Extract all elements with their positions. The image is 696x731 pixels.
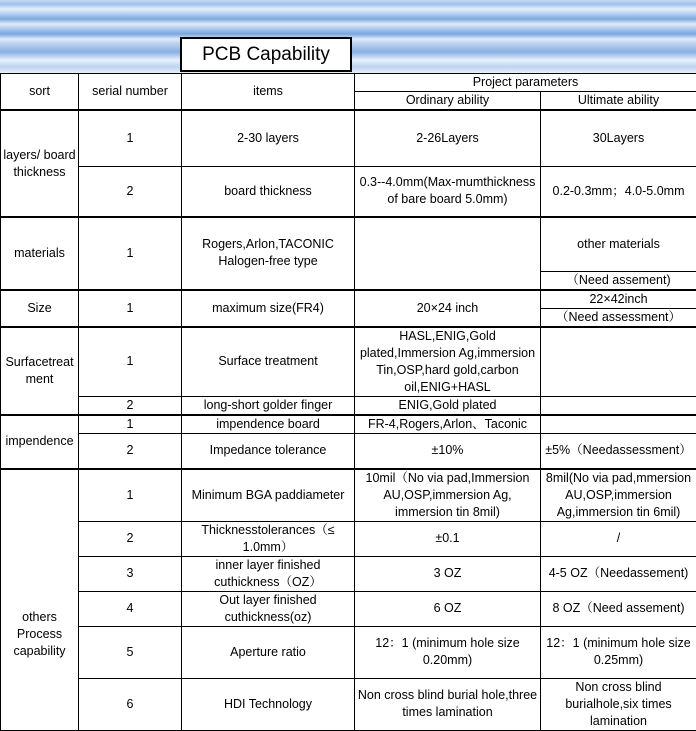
item-cell: inner layer finished cuthickness（OZ） — [182, 556, 355, 591]
serial-cell: 2 — [79, 397, 182, 416]
table-row — [1, 110, 696, 166]
table-row — [1, 397, 696, 416]
header-ultimate-ability: Ultimate ability — [541, 92, 696, 111]
ultimate-cell: Non cross blind burialhole,six times lamination — [541, 678, 696, 730]
item-cell: Impedance tolerance — [182, 434, 355, 469]
ordinary-cell: ±0.1 — [355, 521, 541, 556]
header-ordinary-ability: Ordinary ability — [355, 92, 541, 111]
table-row — [1, 626, 696, 678]
table-row — [1, 434, 696, 469]
item-cell: Rogers,Arlon,TACONIC Halogen-free type — [182, 217, 355, 290]
ultimate-cell: 4-5 OZ（Needassement) — [541, 556, 696, 591]
ordinary-cell: 12：1 (minimum hole size 0.20mm) — [355, 626, 541, 678]
ordinary-cell: 10mil（No via pad,Immersion AU,OSP,immersion Ag, immersion tin 8mil) — [355, 469, 541, 522]
ordinary-cell: 2-26Layers — [355, 110, 541, 166]
item-cell: impendence board — [182, 415, 355, 434]
serial-cell: 2 — [79, 434, 182, 469]
header-sort: sort — [1, 74, 79, 111]
ultimate-cell: / — [541, 521, 696, 556]
table-row — [1, 166, 696, 217]
table-row — [1, 556, 696, 591]
ordinary-cell: FR-4,Rogers,Arlon、Taconic — [355, 415, 541, 434]
sort-size: Size — [1, 290, 79, 327]
serial-cell: 2 — [79, 521, 182, 556]
item-cell: Thicknesstolerances（≤ 1.0mm） — [182, 521, 355, 556]
ordinary-cell: ENIG,Gold plated — [355, 397, 541, 416]
sort-others: others Process capability — [1, 469, 79, 731]
table-row — [1, 415, 696, 434]
table-row — [1, 217, 696, 271]
header-project-parameters: Project parameters — [355, 74, 696, 92]
item-cell: Surface treatment — [182, 327, 355, 397]
item-cell: HDI Technology — [182, 678, 355, 730]
ordinary-cell: ±10% — [355, 434, 541, 469]
serial-cell: 3 — [79, 556, 182, 591]
serial-cell: 1 — [79, 327, 182, 397]
ultimate-note-cell: （Need assessment） — [541, 308, 696, 327]
serial-cell: 1 — [79, 469, 182, 522]
ultimate-cell: 30Layers — [541, 110, 696, 166]
table-row — [1, 678, 696, 730]
table-row — [1, 327, 696, 397]
sort-impedence: impendence — [1, 415, 79, 469]
ultimate-cell — [541, 415, 696, 434]
ordinary-cell: 6 OZ — [355, 591, 541, 626]
ultimate-cell: 12：1 (minimum hole size 0.25mm) — [541, 626, 696, 678]
ultimate-cell: 0.2-0.3mm；4.0-5.0mm — [541, 166, 696, 217]
header-serial-number: serial number — [79, 74, 182, 111]
ordinary-cell: 20×24 inch — [355, 290, 541, 327]
ultimate-note-cell: （Need assement) — [541, 271, 696, 290]
serial-cell: 1 — [79, 110, 182, 166]
item-cell: Minimum BGA paddiameter — [182, 469, 355, 522]
ordinary-cell: 3 OZ — [355, 556, 541, 591]
ultimate-cell: 8 OZ（Need assement) — [541, 591, 696, 626]
table-row — [1, 290, 696, 309]
serial-cell: 4 — [79, 591, 182, 626]
serial-cell: 1 — [79, 415, 182, 434]
table-row — [1, 521, 696, 556]
serial-cell: 6 — [79, 678, 182, 730]
ordinary-cell: 0.3--4.0mm(Max-mumthickness of bare board 5.0mm) — [355, 166, 541, 217]
item-cell: Aperture ratio — [182, 626, 355, 678]
ultimate-cell: other materials — [541, 217, 696, 271]
serial-cell: 1 — [79, 290, 182, 327]
header-items: items — [182, 74, 355, 111]
ordinary-cell — [355, 217, 541, 290]
table-row — [1, 469, 696, 522]
ultimate-cell: 8mil(No via pad,mmersion AU,OSP,immersion Ag,immersion tin 6mil) — [541, 469, 696, 522]
ultimate-cell — [541, 397, 696, 416]
serial-cell: 2 — [79, 166, 182, 217]
page-title: PCB Capability — [180, 37, 352, 72]
table-row — [1, 591, 696, 626]
serial-cell: 5 — [79, 626, 182, 678]
ultimate-cell: 22×42inch — [541, 290, 696, 309]
item-cell: board thickness — [182, 166, 355, 217]
ultimate-cell — [541, 327, 696, 397]
ordinary-cell: HASL,ENIG,Gold plated,Immersion Ag,immersion Tin,OSP,hard gold,carbon oil,ENIG+HASL — [355, 327, 541, 397]
item-cell: Out layer finished cuthickness(oz) — [182, 591, 355, 626]
capability-table — [0, 73, 696, 731]
sort-layers: layers/ board thickness — [1, 110, 79, 217]
sort-materials: materials — [1, 217, 79, 290]
sort-surface-treatment: Surfacetreatment — [1, 327, 79, 416]
serial-cell: 1 — [79, 217, 182, 290]
item-cell: long-short golder finger — [182, 397, 355, 416]
item-cell: maximum size(FR4) — [182, 290, 355, 327]
item-cell: 2-30 layers — [182, 110, 355, 166]
ordinary-cell: Non cross blind burial hole,three times lamination — [355, 678, 541, 730]
ultimate-cell: ±5%（Needassessment） — [541, 434, 696, 469]
